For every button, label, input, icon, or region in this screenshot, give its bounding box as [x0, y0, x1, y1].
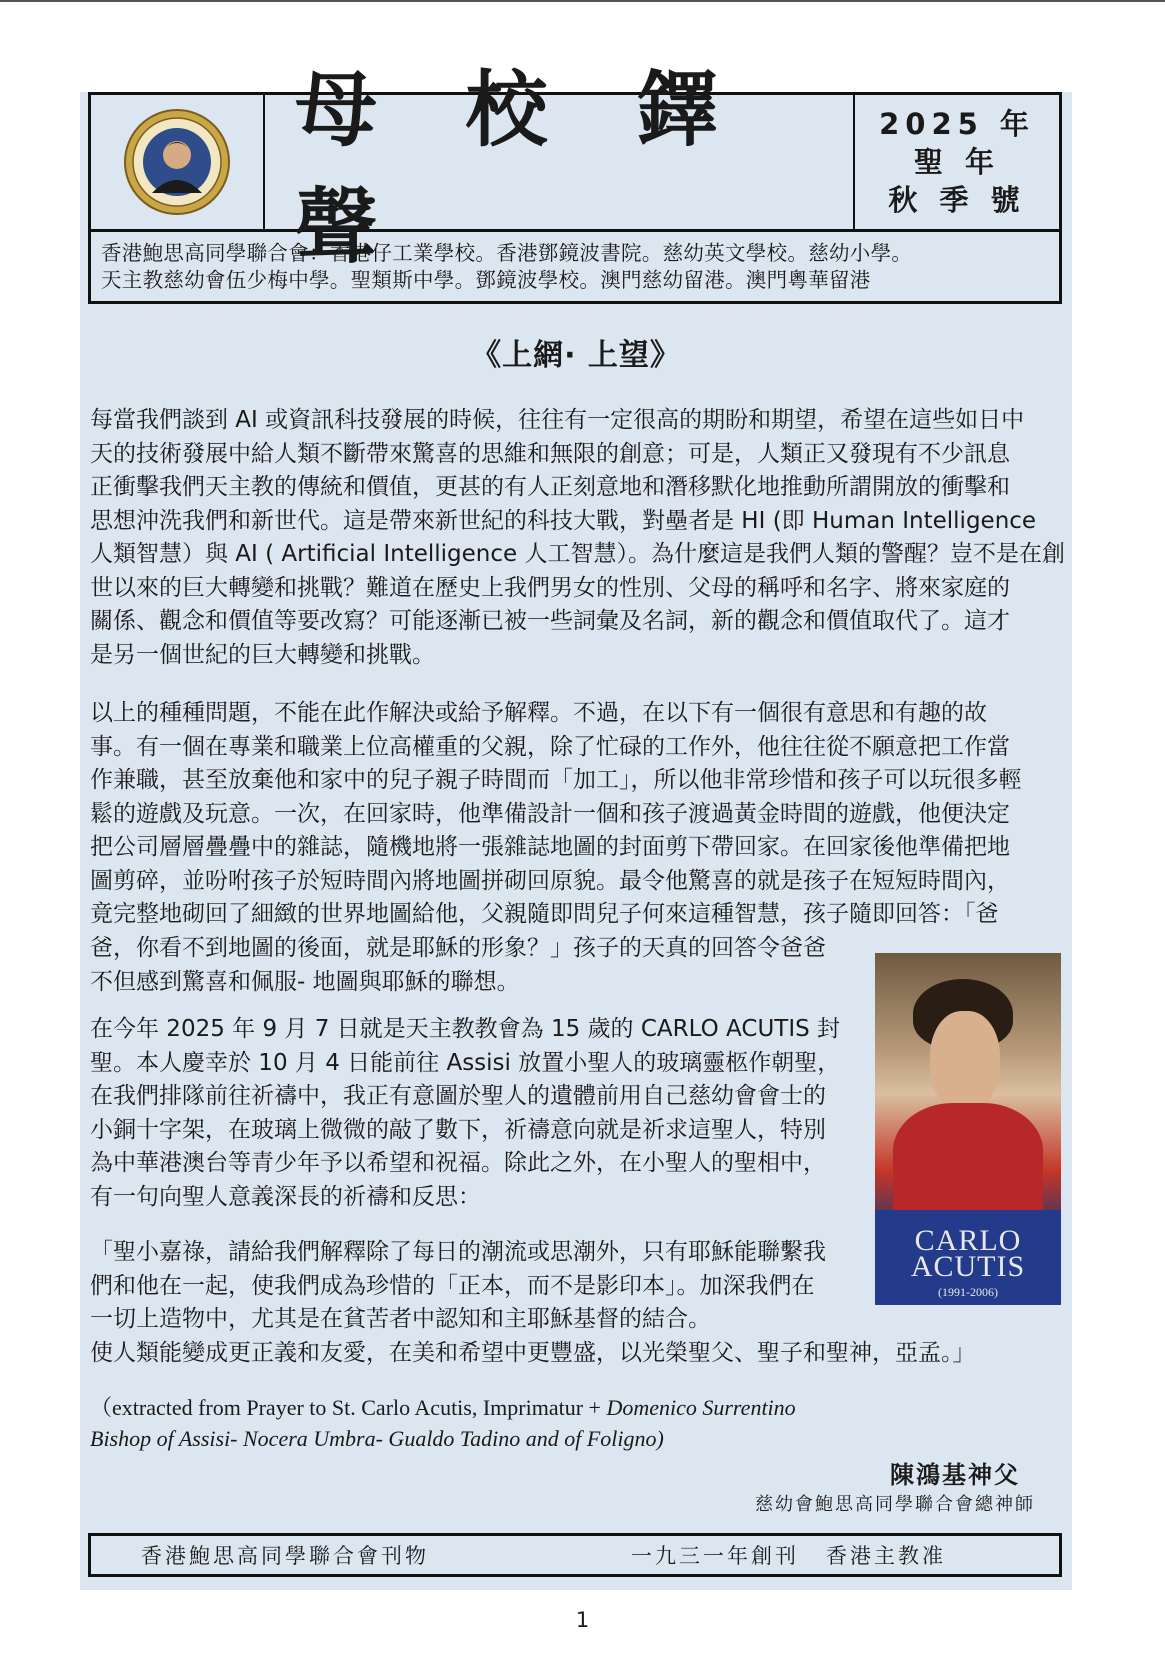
text-line: 圖剪碎，並吩咐孩子於短時間內將地圖拼砌回原貌。最令他驚喜的就是孩子在短短時間內，	[90, 867, 1010, 894]
text-line: 聖。本人慶幸於 10 月 4 日能前往 Assisi 放置小聖人的玻璃靈柩作朝聖，	[90, 1049, 841, 1076]
text-line: 把公司層層疊疊中的雜誌，隨機地將一張雜誌地圖的封面剪下帶回家。在回家後他準備把地	[90, 834, 1010, 860]
photo-caption-last-name: ACUTIS	[910, 1250, 1026, 1283]
association-logo-icon	[122, 107, 232, 217]
issue-info	[855, 95, 1059, 229]
text-line: 正衝擊我們天主教的傳統和價值，更甚的有人正刻意地和潛移默化地推動所謂開放的衝擊和	[90, 474, 1010, 500]
text-line: 每當我們談到 AI 或資訊科技發展的時候，往往有一定很高的期盼和期望，希望在這些如日中	[90, 407, 1025, 433]
footer-box	[88, 1533, 1062, 1577]
photo-caption-first-name: CARLO	[914, 1224, 1022, 1257]
text-line: 關係、觀念和價值等要改寫？可能逐漸已被一些詞彙及名詞，新的觀念和價值取代了。這才	[90, 608, 1010, 634]
logo-cell	[91, 95, 265, 229]
citation-plain: （extracted from Prayer to St. Carlo Acutis, Imprimatur +	[90, 1395, 607, 1420]
text-line: 是另一個世紀的巨大轉變和挑戰。	[90, 641, 435, 668]
text-line: 世以來的巨大轉變和挑戰？難道在歷史上我們男女的性別、父母的稱呼和名字、將來家庭的	[90, 574, 1010, 601]
text-line: 不但感到驚喜和佩服- 地圖與耶穌的聯想。	[90, 968, 520, 995]
text-line: 有一句向聖人意義深長的祈禱和反思：	[90, 1183, 481, 1210]
text-line: 在我們排隊前往祈禱中，我正有意圖於聖人的遺體前用自己慈幼會會士的	[90, 1083, 826, 1109]
text-line: 天的技術發展中給人類不斷帶來驚喜的思維和無限的創意；可是，人類正又發現有不少訊息	[90, 440, 1010, 467]
photo-shirt	[893, 1103, 1043, 1223]
text-line: 「聖小嘉祿，請給我們解釋除了每日的潮流或思潮外，只有耶穌能聯繫我	[90, 1239, 826, 1265]
member-schools	[88, 232, 1062, 304]
author-signature: 陳鴻基神父	[890, 1460, 1020, 1489]
prayer-citation	[90, 1392, 990, 1454]
paragraph-2	[90, 697, 1062, 932]
author-role: 慈幼會鮑思高同學聯合會總神師	[755, 1494, 1035, 1515]
text-line: 鬆的遊戲及玩意。一次，在回家時，他準備設計一個和孩子渡過黃金時間的遊戲，他便決定	[90, 800, 1010, 827]
article-title: 《上網· 上望》	[471, 338, 681, 373]
text-line: 使人類能變成更正義和友愛，在美和希望中更豐盛，以光榮聖父、聖子和聖神，亞孟。」	[90, 1339, 976, 1366]
citation-italic-1: Domenico Surrentino	[606, 1395, 796, 1420]
text-line: 思想沖洗我們和新世代。這是帶來新世紀的科技大戰，對壘者是 HI (即 Human Intelligence	[90, 507, 1037, 534]
paragraph-2-continued	[90, 932, 850, 999]
footer-founded: 一九三一年創刊	[631, 1544, 799, 1568]
text-line: 作兼職，甚至放棄他和家中的兒子親子時間而「加工」，所以他非常珍惜和孩子可以玩很多輕	[90, 767, 1022, 793]
text-line: 一切上造物中，尤其是在貧苦者中認知和主耶穌基督的結合。	[90, 1306, 711, 1332]
text-line: 小銅十字架，在玻璃上微微的敲了數下，祈禱意向就是祈求這聖人，特別	[90, 1116, 826, 1143]
text-line: 為中華港澳台等青少年予以希望和祝福。除此之外，在小聖人的聖相中，	[90, 1150, 826, 1176]
text-line: 以上的種種問題，不能在此作解決或給予解釋。不過，在以下有一個很有意思和有趣的故	[90, 700, 987, 726]
text-line: 事。有一個在專業和職業上位高權重的父親，除了忙碌的工作外，他往往從不願意把工作當	[90, 733, 1010, 760]
photo-caption-years: (1991-2006)	[938, 1285, 998, 1299]
photo-face	[930, 1011, 1000, 1111]
top-rule	[0, 0, 1165, 2]
footer-approval: 香港主教准	[826, 1544, 946, 1568]
schools-line-2: 天主教慈幼會伍少梅中學。聖類斯中學。鄧鏡波學校。澳門慈幼留港。澳門粵華留港	[101, 267, 871, 292]
paragraph-1	[90, 404, 1065, 672]
paragraph-3	[90, 1013, 852, 1214]
page-number: 1	[575, 1608, 590, 1632]
text-line: 人類智慧）與 AI ( Artificial Intelligence 人工智慧）。為什麼這是我們人類的警醒？豈不是在創	[90, 541, 1065, 567]
issue-theme: 聖 年	[913, 145, 1001, 179]
issue-year: 2025 年	[879, 107, 1035, 141]
citation-italic-2: Bishop of Assisi- Nocera Umbra- Gualdo Tadino and of Foligno)	[90, 1426, 664, 1451]
issue-season: 秋 季 號	[888, 183, 1026, 217]
schools-line-1: 香港鮑思高同學聯合會：香港仔工業學校。香港鄧鏡波書院。慈幼英文學校。慈幼小學。	[101, 240, 913, 265]
text-line: 爸，你看不到地圖的後面，就是耶穌的形象？」孩子的天真的回答令爸爸	[90, 935, 826, 961]
text-line: 竟完整地砌回了細緻的世界地圖給他，父親隨即問兒子何來這種智慧，孩子隨即回答：「爸	[90, 901, 999, 927]
text-line: 們和他在一起，使我們成為珍惜的「正本，而不是影印本」。加深我們在	[90, 1272, 815, 1299]
text-line: 在今年 2025 年 9 月 7 日就是天主教教會為 15 歲的 CARLO ACUTIS 封	[90, 1016, 841, 1042]
carlo-acutis-photo	[875, 953, 1061, 1305]
newsletter-title: 母 校 鐸 聲	[295, 62, 749, 275]
footer-publisher: 香港鮑思高同學聯合會刊物	[141, 1544, 429, 1568]
